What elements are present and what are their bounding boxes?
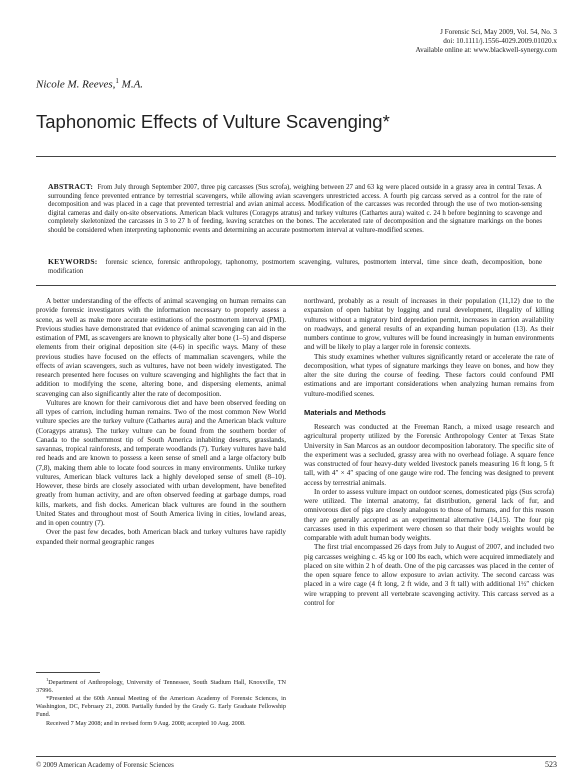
journal-doi: doi: 10.1111/j.1556-4029.2009.01020.x	[443, 37, 557, 45]
paragraph: northward, probably as a result of increases in their population (11,12) due to the expansion of open habitat by logging and rural development, illegality of killing vultures without a migratory bird depredation permit, increases in carrion availability on roadways, and general results of an expanding human population (13). As their numbers continue to grow, vultures will be found increasingly in human environments and will be likely to play a larger role in forensic contexts.	[304, 297, 554, 352]
footnote-text: Received 7 May 2008; and in revised form 9 Aug. 2008; accepted 10 Aug. 2008.	[46, 719, 246, 727]
article-title: Taphonomic Effects of Vulture Scavenging*	[36, 111, 390, 132]
journal-availability: Available online at: www.blackwell-synergy.com	[415, 46, 557, 54]
footnote-received	[36, 720, 286, 728]
body-column-left	[36, 297, 286, 547]
paragraph: Over the past few decades, both American black and turkey vultures have rapidly expanded their normal geographic ranges	[36, 528, 286, 546]
footnote-mark: 1	[46, 677, 49, 682]
footnotes	[36, 676, 286, 728]
paragraph: A better understanding of the effects of animal scavenging on human remains can provide forensic investigators with the information necessary to properly assess a scene, as well as make more accurate estimations of the postmortem interval (PMI). Previous studies have demonstrated that evidence of animal scavenging can aid in the estimation of PMI, as scavengers are known to physically alter bone (1–5) and disperse elements from their original deposition site (4-6) in specific ways. Many of these previous studies have focused on the effects of mammalian scavengers, while the effects of avian scavengers, such as vultures, have not been widely investigated. The research presented here focuses on vulture scavenging and highlights the fact that in addition to modifying the scene, altering bone, and dispersing elements, animal scavenging can also significantly alter the rate of decomposition.	[36, 297, 286, 398]
author-name: Nicole M. Reeves,	[36, 78, 116, 91]
footnote-divider	[36, 672, 100, 673]
copyright: © 2009 American Academy of Forensic Sciences	[36, 761, 174, 769]
footnote-affiliation	[36, 676, 286, 694]
title-divider	[36, 156, 556, 157]
abstract-block	[48, 183, 542, 236]
paragraph: This study examines whether vultures significantly retard or accelerate the rate of decomposition, what types of signature markings they leave on bones, and how they alter the site during the course of feeding. These factors could confound PMI estimations and are important considerations when analyzing human remains from vulture-modified scenes.	[304, 352, 554, 398]
page-number: 523	[545, 760, 557, 769]
abstract-label: ABSTRACT:	[48, 182, 94, 191]
paragraph: In order to assess vulture impact on outdoor scenes, domesticated pigs (Sus scrofa) were utilized. The internal anatomy, fat distribution, general lack of fur, and omnivorous diet of pigs are closely analogous to those of humans, and for this reason they are generally accepted as an experimental alternative (14,15). The four pig carcasses used in this experiment were chosen so that their body weights would be comparable with adult human body weights.	[304, 487, 554, 542]
paragraph: Vultures are known for their carnivorous diet and have been observed feeding on all types of carrion, including human remains. Two of the most common New World vulture species are the turkey vulture (Cathartes aura) and the American black vulture (Coragyps atratus). The turkey vulture can be found from the southern border of Canada to the southernmost tip of South America inhabiting deserts, grasslands, savannas, tropical rainforests, and temperate woodlands (7). Turkey vultures have bald red heads and are known to possess a keen sense of smell and a large olfactory bulb (7,8), making them able to locate food sources in many environments. Unlike turkey vultures, American black vultures lack a highly developed sense of smell (8–10). However, these birds are closely associated with urban development, have benefited greatly from human activity, and are often observed feeding at garbage dumps, road kills, markets, and fish docks. American black vultures are found in the southern United States and throughout most of South America living in cities, lowland areas, and in open country (7).	[36, 398, 286, 527]
keywords-block	[48, 258, 542, 276]
footnote-presented	[36, 695, 286, 718]
abstract-text: From July through September 2007, three pig carcasses (Sus scrofa), weighing between 27 and 63 kg were placed outside in a grassy area in central Texas. A surrounding fence prevented entrance by terrestrial scavengers, while allowing avian scavengers unrestricted access. A fourth pig carcass served as a control for the rate of decomposition and was placed in a cage that prevented terrestrial and avian animal access. Modification of the carcasses was recorded through the use of two motion-sensing digital cameras and daily on-site observations. American black vultures (Coragyps atratus) and turkey vultures (Cathartes aura) waited c. 24 h before beginning to scavenge and completely skeletonized the carcasses in 3 to 27 h of feeding, leaving scratches on the bones. The accelerated rate of decomposition and the signature markings on the bones should be considered when interpreting taphonomic events and determining an accurate postmortem interval at vulture-modified scenes.	[48, 184, 542, 234]
body-column-right	[304, 297, 554, 608]
author-affiliation-mark: 1	[115, 77, 119, 85]
footnote-text: Department of Anthropology, University of Tennessee, South Stadium Hall, Knoxville, TN 37996.	[36, 679, 286, 694]
paragraph: The first trial encompassed 26 days from July to August of 2007, and included two pig carcasses weighing c. 45 kg or 100 lbs each, which were acquired immediately and placed on site within 2 h of death. One of the pig carcasses was placed in the center of the open square fence to allow exposure to avian activity. The second carcass was placed in a wire cage (4 ft long, 2 ft wide, and 3 ft tall) with additional 1½″ chicken wire wrapping to prevent all vertebrate scavenging activity. This carcass served as a control for	[304, 543, 554, 607]
section-heading: Materials and Methods	[304, 407, 386, 417]
author-degree: M.A.	[118, 78, 144, 91]
keywords-label: KEYWORDS:	[48, 257, 98, 266]
journal-line-1: J Forensic Sci, May 2009, Vol. 54, No. 3	[440, 28, 557, 36]
journal-citation	[415, 28, 557, 55]
paragraph: Research was conducted at the Freeman Ranch, a mixed usage research and agricultural property utilized by the Forensic Anthropology Center at Texas State University in San Marcos as an outdoor decomposition laboratory. The specific site of the experiment was a secluded, grassy area with no overhead foliage. A square fence was constructed of four heavy-duty welded livestock panels measuring 16 ft long, 5 ft tall, with 4″ × 4″ spacing of one gauge wire rod. The fencing was designed to prevent access by terrestrial animals.	[304, 423, 554, 487]
footer-divider	[36, 756, 556, 757]
footnote-text: *Presented at the 60th Annual Meeting of the American Academy of Forensic Sciences, in Washington, DC, February 21, 2008. Partially funded by the Grady G. Early Graduate Fellowship Fund.	[36, 695, 286, 718]
author-line	[36, 77, 143, 91]
abstract-divider	[36, 285, 556, 286]
keywords-text: forensic science, forensic anthropology, taphonomy, postmortem scavenging, vultures, postmortem interval, time since death, decomposition, bone modification	[48, 259, 542, 275]
